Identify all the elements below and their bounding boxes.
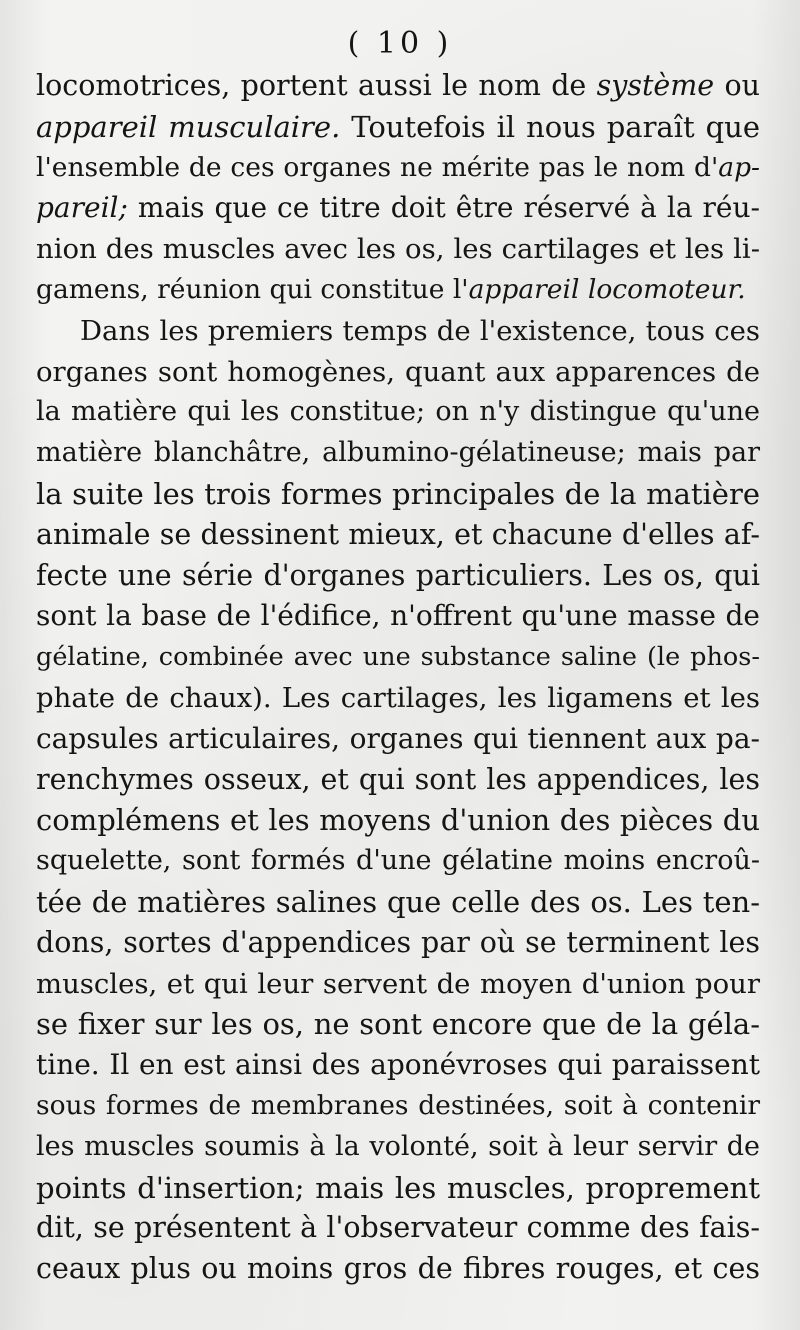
text-segment: gamens, réunion qui constitue l': [36, 273, 469, 305]
text-line: [36, 882, 760, 923]
text-segment: renchymes osseux, et qui sont les appendices, les: [36, 762, 760, 796]
text-segment: dons, sortes d'appendices par où se terminent les: [36, 925, 760, 959]
text-line: [36, 1086, 760, 1127]
text-line: [36, 1249, 760, 1290]
text-line: [36, 188, 760, 229]
text-segment: squelette, sont formés d'une gélatine moins encroû-: [36, 845, 760, 877]
text-segment: nion des muscles avec les os, les cartilages et les li-: [36, 233, 760, 266]
text-segment: complémens et les moyens d'union des pièces du: [36, 803, 760, 838]
text-line: [36, 107, 760, 148]
text-line: [36, 515, 760, 556]
text-line: [36, 1208, 760, 1249]
text-segment: tée de matières salines que celle des os. Les ten-: [36, 884, 760, 919]
text-line: [36, 311, 760, 352]
text-line: [36, 229, 760, 270]
text-line: [36, 719, 760, 760]
text-line: [36, 66, 760, 107]
text-segment: locomotrices, portent aussi le nom de: [36, 69, 597, 102]
body-text: [36, 66, 760, 1290]
text-line: [36, 637, 760, 678]
text-line: [36, 841, 760, 882]
text-segment: mais que ce titre doit être réservé à la réu-: [127, 191, 760, 225]
italic-text: appareil musculaire.: [36, 109, 341, 144]
text-segment: capsules articulaires, organes qui tiennent aux pa-: [36, 721, 760, 755]
text-segment: muscles, et qui leur servent de moyen d'union pour: [36, 967, 760, 1000]
text-segment: la matière qui les constitue; on n'y distingue qu'une: [36, 396, 760, 428]
text-line: [36, 678, 760, 719]
italic-text: appareil locomoteur.: [468, 273, 746, 305]
text-segment: tine. Il en est ainsi des aponévroses qui paraissent: [36, 1048, 760, 1082]
text-line: [36, 760, 760, 801]
text-line: [36, 433, 760, 474]
text-line: [36, 474, 760, 515]
text-line: [36, 964, 760, 1005]
text-segment: Dans les premiers temps de l'existence, tous ces: [80, 314, 760, 347]
page-number: ( 10 ): [347, 26, 453, 61]
text-line: [36, 392, 760, 433]
text-line: [36, 800, 760, 841]
text-line: [36, 923, 760, 964]
italic-text: ap-: [718, 151, 760, 183]
text-segment: matière blanchâtre, albumino-gélatineuse; mais par: [36, 437, 760, 469]
text-segment: ceaux plus ou moins gros de fibres rouges, et ces: [36, 1252, 760, 1286]
italic-text: système: [596, 69, 715, 102]
text-line: [36, 270, 760, 311]
text-segment: se fixer sur les os, ne sont encore que de la géla-: [36, 1007, 760, 1042]
text-segment: points d'insertion; mais les muscles, proprement: [36, 1170, 760, 1205]
italic-text: pareil;: [36, 191, 128, 225]
text-segment: Toutefois il nous paraît que: [340, 109, 760, 144]
text-line: [36, 1127, 760, 1168]
text-line: [36, 148, 760, 189]
text-line: [36, 352, 760, 393]
text-segment: les muscles soumis à la volonté, soit à leur servir de: [36, 1130, 760, 1162]
text-segment: phate de chaux). Les cartilages, les ligamens et les: [36, 681, 760, 714]
text-line: [36, 1168, 760, 1209]
text-segment: gélatine, combinée avec une substance saline (le phos-: [36, 642, 760, 673]
text-segment: la suite les trois formes principales de la matière: [36, 476, 760, 511]
text-segment: sous formes de membranes destinées, soit à contenir: [36, 1089, 760, 1121]
text-line: [36, 596, 760, 637]
text-segment: fecte une série d'organes particuliers. Les os, qui: [36, 558, 760, 592]
text-line: [36, 1004, 760, 1045]
text-segment: animale se dessinent mieux, et chacune d'elles af-: [36, 517, 760, 551]
text-segment: dit, se présentent à l'observateur comme des fais-: [36, 1211, 760, 1245]
text-line: [36, 556, 760, 597]
text-segment: organes sont homogènes, quant aux apparences de: [36, 355, 760, 388]
text-segment: ou: [714, 69, 760, 102]
text-segment: sont la base de l'édifice, n'offrent qu'une masse de: [36, 599, 760, 633]
text-line: [36, 1045, 760, 1086]
text-segment: l'ensemble de ces organes ne mérite pas le nom d': [36, 151, 719, 183]
